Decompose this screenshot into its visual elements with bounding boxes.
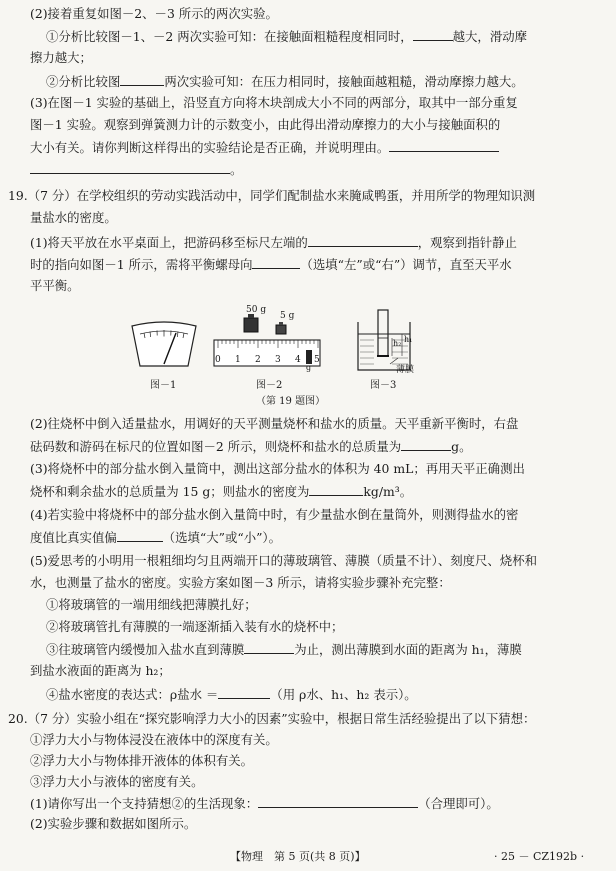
q19-part4-line1: (4)若实验中将烧杯中的部分盐水倒入量筒中时，有少量盐水倒在量筒外，则测得盐水的密 — [30, 507, 519, 522]
q18-text: 越大，滑动摩 — [452, 29, 527, 44]
weight-5g-label: 5 g — [280, 311, 295, 321]
q19-text: g。 — [451, 439, 472, 454]
q19-part1-line2 — [30, 256, 512, 273]
q20-heading: 20.（7 分）实验小组在“探究影响浮力大小的因素”实验中，根据日常生活经验提出了以下猜想： — [8, 711, 536, 726]
q19-text: ，观察到指针静止 — [417, 235, 517, 250]
q19-text: kg/m³。 — [363, 484, 413, 499]
q19-step3-cont: 到盐水液面的距离为 h₂； — [30, 663, 171, 678]
exam-code: · 25 － CZ192b · — [494, 850, 585, 863]
q19-text: 为止，测出薄膜到水面的距离为 h₁，薄膜 — [294, 642, 522, 657]
tick-label-1: 1 — [235, 355, 241, 365]
tick-label-2: 2 — [255, 355, 261, 365]
q19-step2: ②将玻璃管扎有薄膜的一端逐渐插入装有水的烧杯中； — [46, 619, 344, 634]
q19-text: (1)将天平放在水平桌面上，把游码移至标尺左端的 — [30, 235, 308, 250]
h2-label: h₂ — [393, 339, 402, 348]
q19-part1-line3: 平平衡。 — [30, 278, 80, 293]
q18-part3-line1: (3)在图－1 实验的基础上，沿竖直方向将木块剖成大小不同的两部分，取其中一部分重复 — [30, 95, 518, 110]
q19-part4-line2 — [30, 529, 281, 546]
weight-5g — [276, 325, 286, 334]
q19-text: 砝码数和游码在标尺的位置如图－2 所示，则烧杯和盐水的总质量为 — [30, 439, 402, 454]
dial-plate — [132, 322, 196, 366]
q20-text: (1)请你写出一个支持猜想②的生活现象： — [30, 796, 259, 811]
figure-3-caption: 图－3 — [370, 380, 397, 391]
answer-blank[interactable] — [244, 641, 294, 654]
q19-step3 — [46, 641, 522, 658]
q18-part3-line3 — [30, 139, 499, 156]
q18-part3-line4 — [30, 161, 242, 178]
page-footer: 【物理 第 5 页(共 8 页)】 — [230, 850, 366, 863]
tick-label-3: 3 — [275, 355, 281, 365]
q19-text: 度值比真实值偏 — [30, 530, 117, 545]
q18-text: ①分析比较图－1、－2 两次实验可知：在接触面粗糙程度相同时， — [46, 29, 413, 44]
q19-step1: ①将玻璃管的一端用细线把薄膜扎好； — [46, 597, 257, 612]
tick-label-5: 5 — [314, 355, 320, 365]
q19-step4 — [46, 686, 417, 703]
q19-text: 时的指向如图－1 所示，需将平衡螺母向 — [30, 257, 253, 272]
q18-text: 。 — [230, 162, 243, 177]
figure-main-caption: （第 19 题图） — [256, 396, 326, 407]
q19-part2-line1: (2)往烧杯中倒入适量盐水，用调好的天平测量烧杯和盐水的质量。天平重新平衡时，右盘 — [30, 416, 519, 431]
q19-part5-line2: 水，也测量了盐水的密度。实验方案如图－3 所示，请将实验步骤补充完整： — [30, 575, 451, 590]
weight-50g-label: 50 g — [246, 305, 267, 315]
q19-text: ③往玻璃管内缓慢加入盐水直到薄膜 — [46, 642, 245, 657]
tick-label-0: 0 — [215, 355, 221, 365]
q20-guess3: ③浮力大小与液体的密度有关。 — [30, 774, 204, 789]
q18-part2-intro: (2)接着重复如图－2、－3 所示的两次实验。 — [30, 6, 278, 21]
q19-text: （用 ρ水、h₁、h₂ 表示）。 — [270, 687, 417, 702]
q19-part5-line1: (5)爱思考的小明用一根粗细均匀且两端开口的薄玻璃管、薄膜（质量不计）、刻度尺、烧杯和 — [30, 553, 537, 568]
figure-2-caption: 图－2 — [256, 380, 283, 391]
q19-text: （选填“左”或“右”）调节，直至天平水 — [300, 257, 512, 272]
answer-blank[interactable] — [258, 795, 418, 808]
glass-tube — [378, 310, 388, 356]
q19-part2-line2 — [30, 438, 471, 455]
q18-part3-line2: 图－1 实验。观察到弹簧测力计的示数变小，由此得出滑动摩擦力的大小与接触面积的 — [30, 117, 501, 132]
answer-blank[interactable] — [308, 234, 418, 247]
answer-blank[interactable] — [309, 483, 363, 496]
q19-part3-line2 — [30, 483, 412, 500]
q20-part2: (2)实验步骤和数据如图所示。 — [30, 816, 197, 831]
q20-guess2: ②浮力大小与物体排开液体的体积有关。 — [30, 753, 254, 768]
answer-blank[interactable] — [413, 28, 453, 41]
q19-text: 烧杯和剩余盐水的总质量为 15 g；则盐水的密度为 — [30, 484, 310, 499]
q18-part2-line1-cont: 擦力越大； — [30, 50, 92, 65]
q19-text: （选填“大”或“小”）。 — [162, 530, 281, 545]
q19-figure-group — [0, 300, 616, 412]
q18-text: 大小有关。请你判断这样得出的实验结论是否正确，并说明理由。 — [30, 140, 390, 155]
q18-part2-line2 — [46, 73, 524, 90]
membrane-label: 薄膜 — [396, 365, 415, 375]
answer-blank[interactable] — [218, 686, 270, 699]
q19-heading-cont: 量盐水的密度。 — [30, 210, 117, 225]
q18-text: 两次实验可知：在压力相同时，接触面越粗糙，滑动摩擦力越大。 — [164, 74, 524, 89]
balance-scale-dial-figure — [128, 320, 200, 370]
scale-unit-label: g — [306, 363, 312, 372]
answer-blank[interactable] — [389, 139, 499, 152]
q18-part2-line1 — [46, 28, 527, 45]
q20-text: （合理即可）。 — [418, 796, 499, 811]
answer-blank[interactable] — [401, 438, 451, 451]
answer-blank[interactable] — [120, 73, 164, 86]
q18-text: ②分析比较图 — [46, 74, 121, 89]
weight-50g — [244, 318, 258, 332]
h1-label: h₁ — [404, 335, 413, 344]
beaker-tube-membrane-figure — [352, 308, 432, 374]
q19-heading: 19.（7 分）在学校组织的劳动实践活动中，同学们配制盐水来腌咸鸭蛋，并用所学的物理知识测 — [8, 188, 536, 203]
answer-blank[interactable] — [252, 256, 300, 269]
q20-guess1: ①浮力大小与物体浸没在液体中的深度有关。 — [30, 732, 278, 747]
q19-text: ④盐水密度的表达式：ρ盐水 ＝ — [46, 687, 219, 702]
tick-label-4: 4 — [295, 355, 301, 365]
figure-1-caption: 图－1 — [150, 380, 177, 391]
q19-part3-line1: (3)将烧杯中的部分盐水倒入量筒中，测出这部分盐水的体积为 40 mL；再用天平正确测出 — [30, 461, 525, 476]
answer-blank[interactable] — [30, 161, 230, 174]
q20-part1 — [30, 795, 499, 812]
q19-part1-line1 — [30, 234, 517, 251]
answer-blank[interactable] — [117, 529, 163, 542]
